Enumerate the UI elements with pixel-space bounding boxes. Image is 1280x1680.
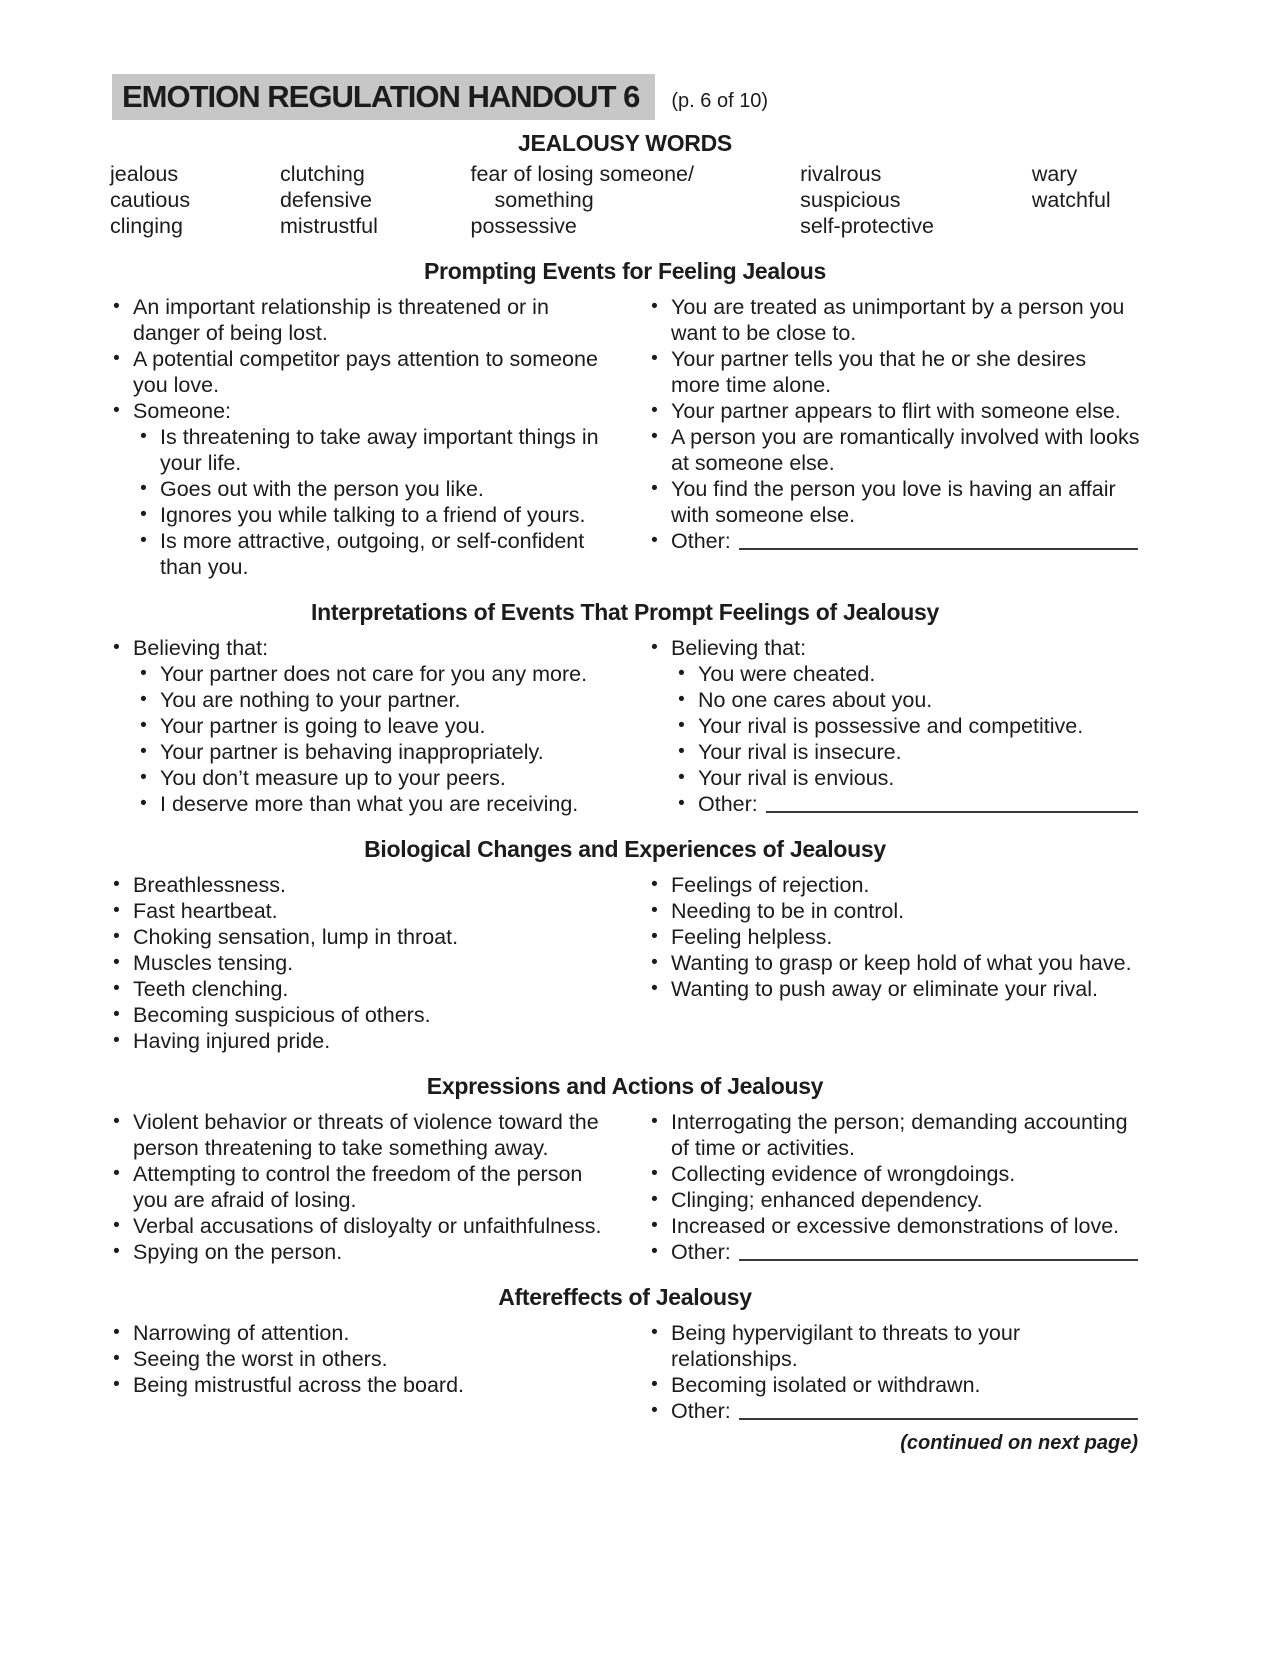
bullet-icon: • [113,1322,120,1343]
bullet-item [648,950,1140,976]
bullet-item [648,346,1140,398]
bullet-icon: • [651,530,658,551]
bullet-text: Your rival is envious. [698,766,895,790]
bullet-icon: • [651,1163,658,1184]
bullet-item [110,791,602,817]
bullet-text: Your partner appears to flirt with someone else. [671,399,1121,423]
words-column [110,161,280,239]
bullet-item [648,1320,1140,1372]
bullet-icon: • [651,1111,658,1132]
bullet-icon: • [140,663,147,684]
bullet-icon: • [678,741,685,762]
bullet-icon: • [113,1348,120,1369]
bullet-icon: • [113,926,120,947]
right-column [648,1320,1140,1424]
bullet-text: Ignores you while talking to a friend of yours. [160,503,586,527]
bullet-item [110,1213,602,1239]
left-column [110,1109,602,1265]
left-column [110,635,602,817]
bullet-text: Wanting to push away or eliminate your rival. [671,977,1099,1001]
bullet-icon: • [140,741,147,762]
bullet-item [110,1372,602,1398]
bullet-text: Other: [698,792,758,816]
blank-line [739,528,1138,550]
words-column [280,161,471,239]
bullet-item [110,528,602,580]
bullet-item [110,1109,602,1161]
bullet-text: Your partner does not care for you any more. [160,662,588,686]
bullet-item [648,765,1140,791]
bullet-item [110,950,602,976]
bullet-text: Fast heartbeat. [133,899,278,923]
section-columns [110,872,1140,1054]
bullet-icon: • [113,978,120,999]
left-column [110,294,602,580]
bullet-item [648,739,1140,765]
bullet-icon: • [140,767,147,788]
bullet-item [648,687,1140,713]
bullet-icon: • [113,1241,120,1262]
bullet-text: Verbal accusations of disloyalty or unfaithfulness. [133,1214,602,1238]
bullet-text: Narrowing of attention. [133,1321,350,1345]
bullet-text: Increased or excessive demonstrations of love. [671,1214,1120,1238]
section-heading-aftereffects: Aftereffects of Jealousy [498,1284,752,1310]
bullet-item [110,765,602,791]
bullet-item [110,976,602,1002]
bullet-icon: • [113,348,120,369]
bullet-icon: • [651,1400,658,1421]
jealousy-word: jealous [110,162,179,186]
bullet-icon: • [651,296,658,317]
jealousy-word: wary [1031,162,1078,186]
header [112,74,1140,120]
bullet-text: You don’t measure up to your peers. [160,766,506,790]
bullet-text: Being mistrustful across the board. [133,1373,465,1397]
bullet-item [110,476,602,502]
jealousy-word: defensive [279,188,372,212]
bullet-icon: • [140,478,147,499]
section-columns [110,294,1140,580]
bullet-text: Wanting to grasp or keep hold of what you have. [671,951,1132,975]
bullet-text: Becoming isolated or withdrawn. [671,1373,981,1397]
bullet-item [648,476,1140,528]
bullet-item [648,1239,1140,1265]
bullet-item [110,872,602,898]
bullet-icon: • [651,400,658,421]
bullet-icon: • [113,1374,120,1395]
bullet-icon: • [651,926,658,947]
bullet-text: Believing that: [133,636,269,660]
bullet-icon: • [651,637,658,658]
blank-line [766,791,1138,813]
continued-note: (continued on next page) [900,1432,1138,1454]
right-column [648,294,1140,580]
bullet-item [648,713,1140,739]
bullet-icon: • [140,504,147,525]
bullet-icon: • [651,348,658,369]
bullet-text: No one cares about you. [698,688,933,712]
bullet-icon: • [113,1163,120,1184]
bullet-icon: • [113,874,120,895]
bullet-icon: • [113,296,120,317]
jealousy-word: mistrustful [279,214,378,238]
bullet-text: Feelings of rejection. [671,873,870,897]
bullet-icon: • [678,689,685,710]
bullet-icon: • [678,793,685,814]
bullet-text: Believing that: [671,636,807,660]
bullet-icon: • [651,426,658,447]
bullet-text: Clinging; enhanced dependency. [671,1188,983,1212]
bullet-icon: • [113,400,120,421]
section-interpretations [110,599,1140,817]
bullet-text: Feeling helpless. [671,925,833,949]
section-heading-biological-changes: Biological Changes and Experiences of Jealousy [364,836,886,862]
blank-line [739,1239,1138,1261]
bullet-text: You were cheated. [698,662,876,686]
bullet-item [110,398,602,424]
words-column [1032,161,1140,239]
bullet-item [110,1161,602,1213]
bullet-icon: • [113,952,120,973]
bullet-item [110,294,602,346]
bullet-text: Is more attractive, outgoing, or self-confident than you. [160,529,585,579]
bullet-item [648,898,1140,924]
right-column [648,635,1140,817]
jealousy-words-title: JEALOUSY WORDS [518,130,732,156]
bullet-text: Your partner is behaving inappropriately. [160,740,544,764]
bullet-text: Having injured pride. [133,1029,331,1053]
jealousy-word: clinging [110,214,183,238]
bullet-item [648,1109,1140,1161]
bullet-text: Other: [671,1399,731,1423]
bullet-text: Muscles tensing. [133,951,294,975]
bullet-item [648,661,1140,687]
bullet-icon: • [113,637,120,658]
bullet-icon: • [140,793,147,814]
bullet-item [648,294,1140,346]
bullet-item [648,1161,1140,1187]
words-column [800,161,1032,239]
bullet-item [648,924,1140,950]
left-column [110,872,602,1054]
bullet-text: Being hypervigilant to threats to your relationships. [671,1321,1020,1371]
bullet-icon: • [140,715,147,736]
right-column [648,872,1140,1054]
bullet-icon: • [140,426,147,447]
bullet-item [110,424,602,476]
jealousy-word: possessive [470,214,577,238]
bullet-text: You are treated as unimportant by a person you want to be close to. [671,295,1125,345]
bullet-item [110,661,602,687]
section-expressions-actions [110,1073,1140,1265]
bullet-item [110,1002,602,1028]
bullet-item [110,1320,602,1346]
bullet-text: Interrogating the person; demanding accounting of time or activities. [671,1110,1128,1160]
bullet-item [648,791,1140,817]
bullet-icon: • [113,1111,120,1132]
bullet-item [648,398,1140,424]
bullet-icon: • [651,874,658,895]
bullet-text: Violent behavior or threats of violence toward the person threatening to take something away. [133,1110,599,1160]
words-column [470,161,800,239]
section-columns [110,1109,1140,1265]
bullet-icon: • [651,900,658,921]
bullet-icon: • [113,1215,120,1236]
bullet-icon: • [651,1189,658,1210]
jealousy-word: rivalrous [800,162,882,186]
bullet-icon: • [678,663,685,684]
jealousy-word: cautious [110,188,191,212]
bullet-text: Spying on the person. [133,1240,343,1264]
bullet-icon: • [651,978,658,999]
bullet-text: Seeing the worst in others. [133,1347,388,1371]
bullet-text: Breathlessness. [133,873,286,897]
jealousy-word: clutching [279,162,365,186]
bullet-item [110,713,602,739]
jealousy-word: fear of losing someone/ [470,162,694,186]
jealousy-word: watchful [1031,188,1111,212]
blank-line [739,1398,1138,1420]
bullet-item [648,424,1140,476]
bullet-item [110,1028,602,1054]
bullet-icon: • [651,1241,658,1262]
bullet-item [110,898,602,924]
bullet-icon: • [651,1322,658,1343]
bullet-text: You find the person you love is having an affair with someone else. [671,477,1116,527]
bullet-item [648,1398,1140,1424]
section-aftereffects [110,1284,1140,1424]
bullet-item [110,1346,602,1372]
sections-container [110,258,1140,1424]
bullet-icon: • [140,530,147,551]
bullet-item [110,346,602,398]
bullet-item [648,872,1140,898]
bullet-icon: • [113,900,120,921]
bullet-text: Needing to be in control. [671,899,905,923]
bullet-item [648,1372,1140,1398]
page-title: EMOTION REGULATION HANDOUT 6 [112,74,655,120]
bullet-icon: • [651,478,658,499]
bullet-text: Your rival is possessive and competitive. [698,714,1084,738]
bullet-text: I deserve more than what you are receiving. [160,792,579,816]
bullet-item [110,635,602,661]
bullet-item [110,924,602,950]
bullet-icon: • [678,767,685,788]
bullet-text: Your partner is going to leave you. [160,714,486,738]
page-number-note: (p. 6 of 10) [671,90,769,112]
bullet-text: A potential competitor pays attention to someone you love. [133,347,598,397]
jealousy-word: self-protective [800,214,934,238]
bullet-icon: • [113,1030,120,1051]
bullet-text: Collecting evidence of wrongdoings. [671,1162,1016,1186]
bullet-item [648,976,1140,1002]
jealousy-word: something [494,188,594,212]
bullet-item [110,1239,602,1265]
right-column [648,1109,1140,1265]
bullet-icon: • [140,689,147,710]
jealousy-word: suspicious [800,188,901,212]
section-heading-expressions-actions: Expressions and Actions of Jealousy [426,1073,824,1099]
bullet-item [110,739,602,765]
section-heading-interpretations: Interpretations of Events That Prompt Feelings of Jealousy [311,599,939,625]
bullet-text: Other: [671,529,731,553]
bullet-item [110,687,602,713]
bullet-text: An important relationship is threatened or in danger of being lost. [133,295,549,345]
bullet-text: A person you are romantically involved with looks at someone else. [671,425,1140,475]
jealousy-words-grid [110,161,1140,239]
bullet-text: Teeth clenching. [133,977,289,1001]
section-heading-prompting-events: Prompting Events for Feeling Jealous [424,258,826,284]
bullet-icon: • [651,1374,658,1395]
bullet-text: Becoming suspicious of others. [133,1003,431,1027]
section-prompting-events [110,258,1140,580]
bullet-text: Other: [671,1240,731,1264]
bullet-item [648,528,1140,554]
bullet-icon: • [651,952,658,973]
bullet-item [648,1213,1140,1239]
bullet-text: Your rival is insecure. [698,740,902,764]
section-columns [110,1320,1140,1424]
bullet-text: You are nothing to your partner. [160,688,461,712]
bullet-icon: • [651,1215,658,1236]
bullet-icon: • [113,1004,120,1025]
bullet-text: Goes out with the person you like. [160,477,484,501]
left-column [110,1320,602,1424]
bullet-item [648,1187,1140,1213]
bullet-text: Someone: [133,399,232,423]
section-columns [110,635,1140,817]
bullet-text: Is threatening to take away important things in your life. [160,425,599,475]
section-biological-changes [110,836,1140,1054]
bullet-text: Choking sensation, lump in throat. [133,925,459,949]
bullet-text: Attempting to control the freedom of the person you are afraid of losing. [133,1162,583,1212]
bullet-item [110,502,602,528]
bullet-icon: • [678,715,685,736]
bullet-item [648,635,1140,661]
bullet-text: Your partner tells you that he or she desires more time alone. [671,347,1087,397]
